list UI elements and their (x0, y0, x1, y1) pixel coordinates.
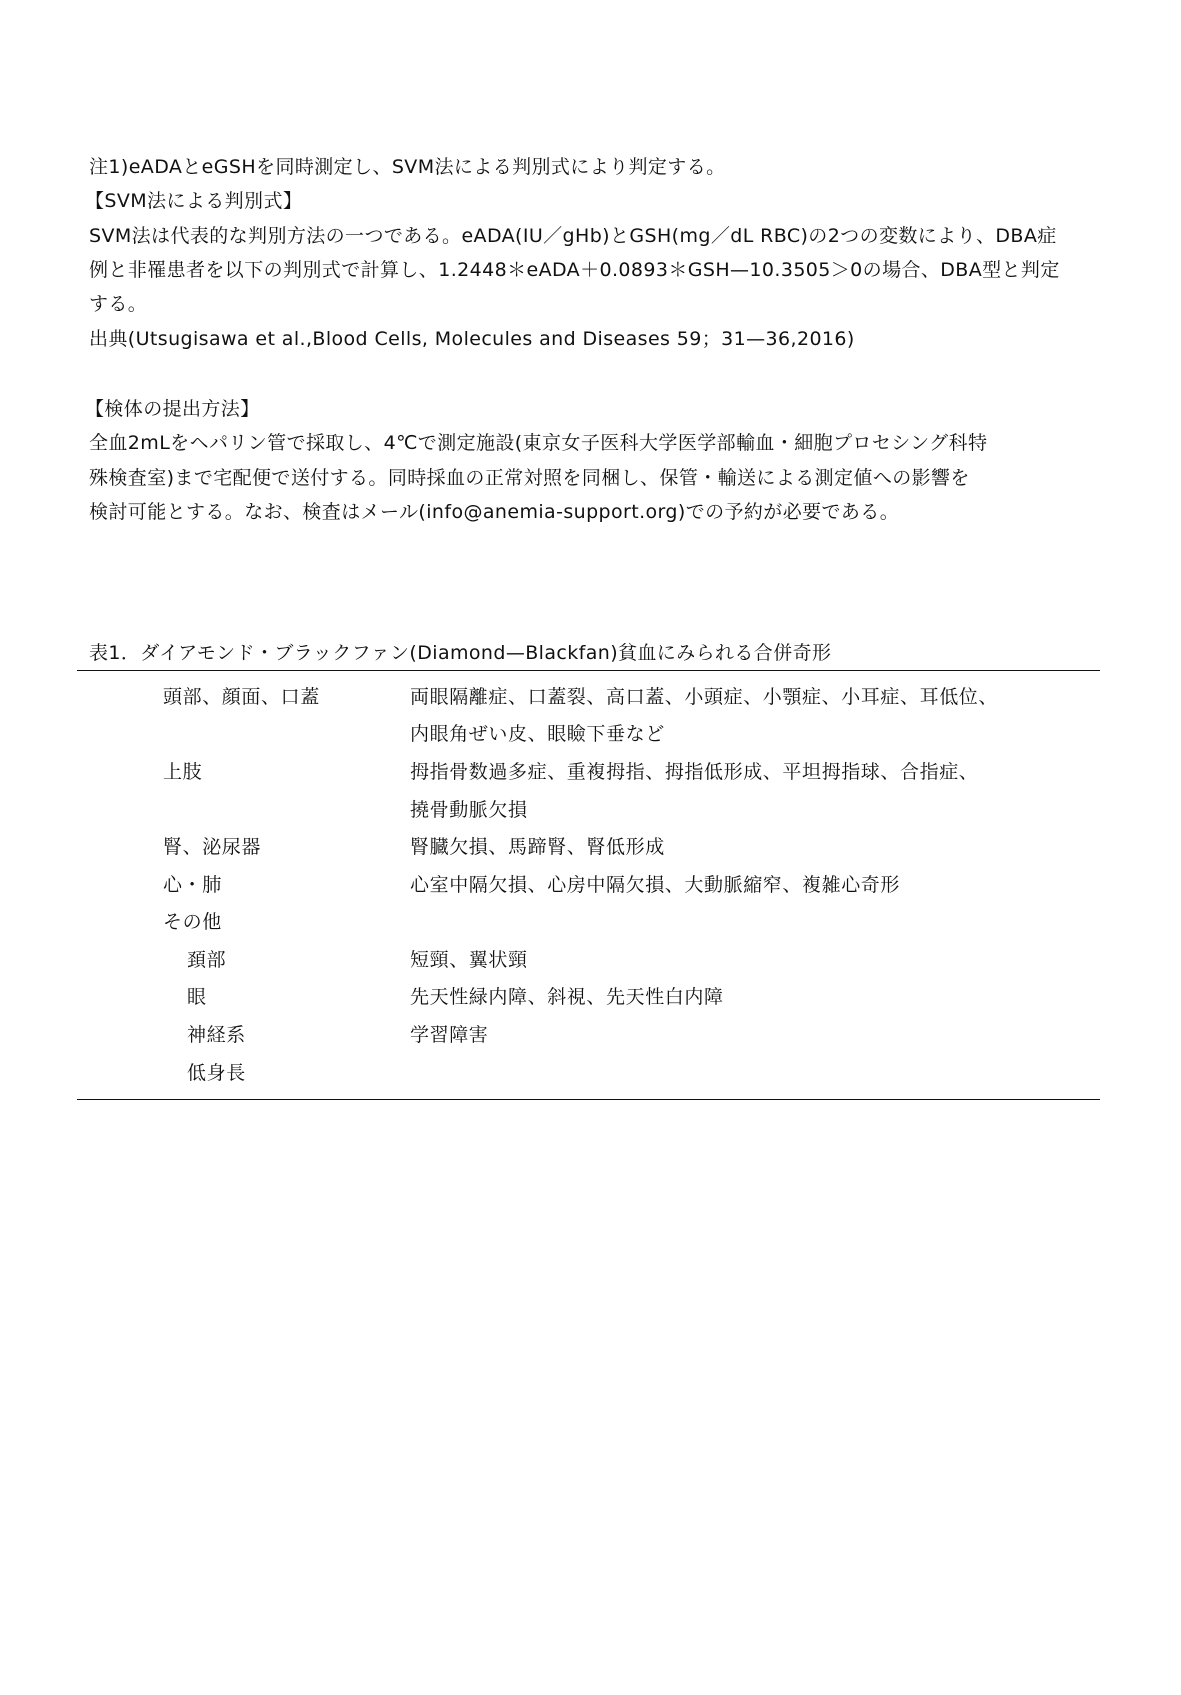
table-category-heart-lung: 心・肺 (163, 874, 222, 896)
submission-paragraph-line-2: 殊検査室)まで宅配便で送付する。同時採血の正常対照を同梱し、保管・輸送による測定値への影響を (89, 467, 970, 489)
svm-paragraph-line-3: する。 (89, 293, 148, 315)
table-caption: 表1．ダイアモンド・ブラックファン(Diamond—Blackfan)貧血にみられる合併奇形 (89, 642, 832, 664)
svm-paragraph-line-1: SVM法は代表的な判別方法の一つである。eADA(IU／gHb)とGSH(mg／dL RBC)の2つの変数により、DBA症 (89, 225, 1057, 247)
table-findings-line: 腎臓欠損、馬蹄腎、腎低形成 (410, 836, 665, 858)
table-findings-line: 内眼角ぜい皮、眼瞼下垂など (410, 723, 665, 745)
table-findings-line: 心室中隔欠損、心房中隔欠損、大動脈縮窄、複雑心奇形 (410, 874, 901, 896)
table-category-other: その他 (163, 911, 222, 933)
table-subcategory-neck: 頚部 (187, 949, 227, 971)
table-subcategory-eye: 眼 (187, 986, 207, 1008)
table-findings-line: 撓骨動脈欠損 (410, 799, 528, 821)
table-subcategory-short-stature: 低身長 (187, 1062, 246, 1084)
svm-paragraph-line-2: 例と非罹患者を以下の判別式で計算し、1.2448＊eADA＋0.0893＊GSH—10.3505＞0の場合、DBA型と判定 (89, 259, 1060, 281)
table-findings-line: 学習障害 (410, 1024, 489, 1046)
table-findings-line: 拇指骨数過多症、重複拇指、拇指低形成、平坦拇指球、合指症、 (410, 761, 979, 783)
submission-paragraph-line-3: 検討可能とする。なお、検査はメール(info@anemia-support.org)での予約が必要である。 (89, 501, 900, 523)
table-findings-line: 両眼隔離症、口蓋裂、高口蓋、小頭症、小顎症、小耳症、耳低位、 (410, 686, 999, 708)
table-category-upper-limb: 上肢 (163, 761, 203, 783)
submission-heading: 【検体の提出方法】 (85, 398, 260, 420)
table-findings-line: 短頸、翼状頸 (410, 949, 528, 971)
table-findings-line: 先天性緑内障、斜視、先天性白内障 (410, 986, 724, 1008)
table-bottom-rule (77, 1099, 1100, 1100)
note-line: 注1)eADAとeGSHを同時測定し、SVM法による判別式により判定する。 (89, 156, 726, 178)
submission-paragraph-line-1: 全血2mLをヘパリン管で採取し、4℃で測定施設(東京女子医科大学医学部輸血・細胞プロセシング科特 (89, 432, 988, 454)
table-top-rule (77, 670, 1100, 671)
citation: 出典(Utsugisawa et al.,Blood Cells, Molecules and Diseases 59；31—36,2016) (89, 328, 855, 350)
svm-heading: 【SVM法による判別式】 (85, 190, 303, 212)
table-category-kidney-urinary: 腎、泌尿器 (163, 836, 262, 858)
table-category-head-face-palate: 頭部、顔面、口蓋 (163, 686, 320, 708)
table-subcategory-nervous-system: 神経系 (187, 1024, 246, 1046)
